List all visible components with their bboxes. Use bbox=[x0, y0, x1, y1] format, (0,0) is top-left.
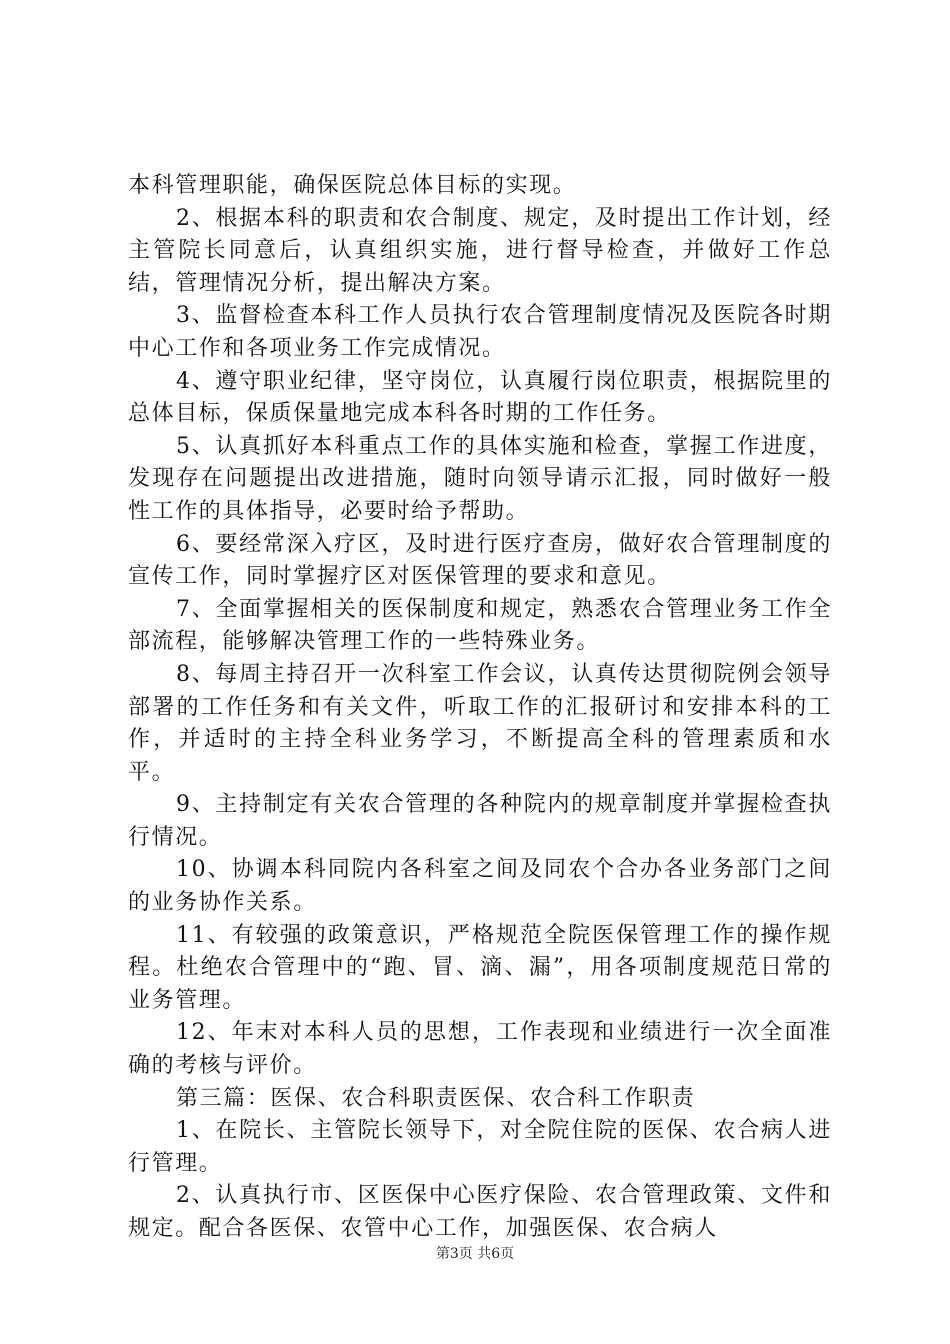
paragraph: 6、要经常深入疗区，及时进行医疗查房，做好农合管理制度的宣传工作，同时掌握疗区对医保管理的要求和意见。 bbox=[128, 531, 832, 590]
paragraph: 4、遵守职业纪律，坚守岗位，认真履行岗位职责，根据院里的总体目标，保质保量地完成本科各时期的工作任务。 bbox=[128, 368, 832, 427]
paragraph: 12、年末对本科人员的思想，工作表现和业绩进行一次全面准确的考核与评价。 bbox=[128, 1020, 832, 1079]
paragraph: 8、每周主持召开一次科室工作会议，认真传达贯彻院例会领导部署的工作任务和有关文件，听取工作的汇报研讨和安排本科的工作，并适时的主持全科业务学习，不断提高全科的管理素质和水平。 bbox=[128, 661, 832, 785]
paragraph: 5、认真抓好本科重点工作的具体实施和检查，掌握工作进度，发现存在问题提出改进措施，随时向领导请示汇报，同时做好一般性工作的具体指导，必要时给予帮助。 bbox=[128, 433, 832, 524]
paragraph: 本科管理职能，确保医院总体目标的实现。 bbox=[128, 173, 577, 198]
paragraph: 2、根据本科的职责和农合制度、规定，及时提出工作计划，经主管院长同意后，认真组织实施，进行督导检查，并做好工作总结，管理情况分析，提出解决方案。 bbox=[128, 205, 832, 296]
paragraph: 3、监督检查本科工作人员执行农合管理制度情况及医院各时期中心工作和各项业务工作完成情况。 bbox=[128, 303, 832, 361]
paragraph: 7、全面掌握相关的医保制度和规定，熟悉农合管理业务工作全部流程，能够解决管理工作的一些特殊业务。 bbox=[128, 596, 832, 655]
page-footer: 第3页 共6页 bbox=[435, 1246, 515, 1262]
paragraph: 9、主持制定有关农合管理的各种院内的规章制度并掌握检查执行情况。 bbox=[128, 792, 832, 850]
paragraph: 1、在院长、主管院长领导下，对全院住院的医保、农合病人进行管理。 bbox=[128, 1118, 832, 1176]
document-body bbox=[128, 170, 832, 1246]
paragraph: 10、协调本科同院内各科室之间及同农个合办各业务部门之间的业务协作关系。 bbox=[128, 857, 832, 916]
paragraph: 第三篇：医保、农合科职责医保、农合科工作职责 bbox=[176, 1085, 696, 1111]
paragraph: 2、认真执行市、区医保中心医疗保险、农合管理政策、文件和规定。配合各医保、农管中心工作，加强医保、农合病人 bbox=[128, 1183, 832, 1241]
paragraph: 11、有较强的政策意识，严格规范全院医保管理工作的操作规程。杜绝农合管理中的“跑、冒、滴、漏”，用各项制度规范日常的业务管理。 bbox=[128, 922, 832, 1013]
